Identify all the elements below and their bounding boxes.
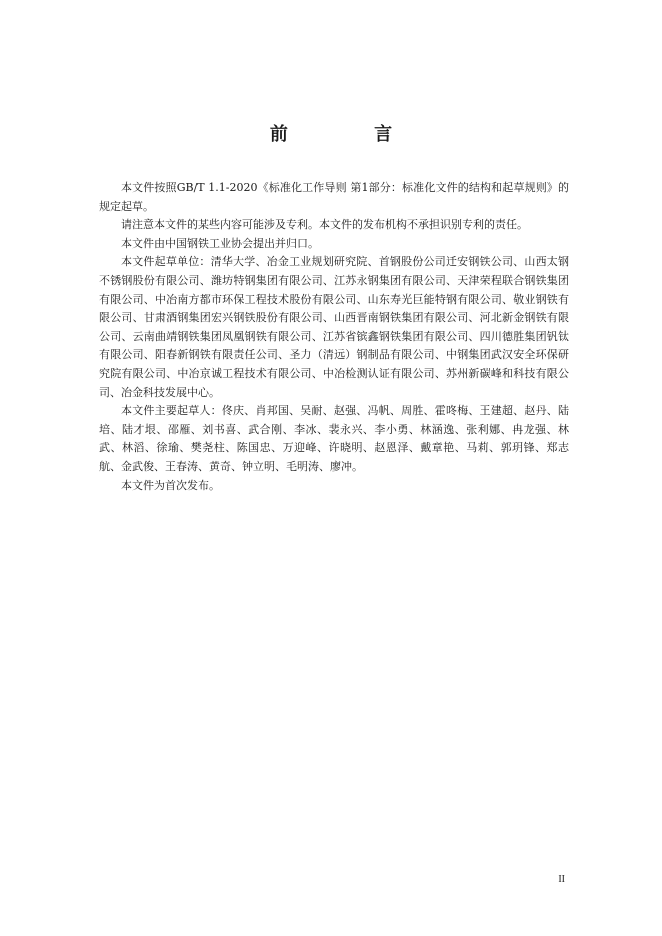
paragraph-drafters: 本文件主要起草人：佟庆、肖邦国、吴耐、赵强、冯帆、周胜、霍咚梅、王建超、赵丹、陆培、陆才垠、邵雁、刘书喜、武合刚、李冰、裴永兴、李小勇、林涵逸、张利娜、冉龙强、林武、林滔、徐瑜、樊尧柱、陈国忠、万迎峰、许晓明、赵恩泽、戴章艳、马莉、郭玥锋、郑志航、金武俊、王春涛、黄奇、钟立明、毛明涛、廖冲。 bbox=[99, 404, 569, 473]
paragraph-first-release: 本文件为首次发布。 bbox=[121, 478, 220, 492]
paragraph-drafting-rules: 本文件按照GB/T 1.1-2020《标准化工作导则 第1部分：标准化文件的结构和起草规则》的规定起草。 bbox=[99, 181, 569, 213]
paragraph-drafting-units: 本文件起草单位：清华大学、冶金工业规划研究院、首钢股份公司迁安钢铁公司、山西太钢不锈钢股份有限公司、潍坊特钢集团有限公司、江苏永钢集团有限公司、天津荣程联合钢铁集团有限公司、中冶南方都市环保工程技术股份有限公司、山东寿光巨能特钢有限公司、敬业钢铁有限公司、甘肃酒钢集团宏兴钢铁股份有限公司、山西晋南钢铁集团有限公司、河北新金钢铁有限公司、云南曲靖钢铁集团凤凰钢铁有限公司、江苏省镔鑫钢铁集团有限公司、四川德胜集团钒钛有限公司、阳春新钢铁有限责任公司、圣力（清远）钢制品有限公司、中钢集团武汉安全环保研究院有限公司、中冶京诚工程技术有限公司、中冶检测认证有限公司、苏州新碳峰和科技有限公司、冶金科技发展中心。 bbox=[99, 255, 569, 399]
page-number: II bbox=[558, 874, 565, 885]
foreword-body bbox=[99, 179, 569, 495]
page-title: 前 言 bbox=[269, 124, 433, 145]
paragraph-proposer: 本文件由中国钢铁工业协会提出并归口。 bbox=[121, 236, 319, 250]
paragraph-patent-notice: 请注意本文件的某些内容可能涉及专利。本文件的发布机构不承担识别专利的责任。 bbox=[121, 218, 528, 232]
